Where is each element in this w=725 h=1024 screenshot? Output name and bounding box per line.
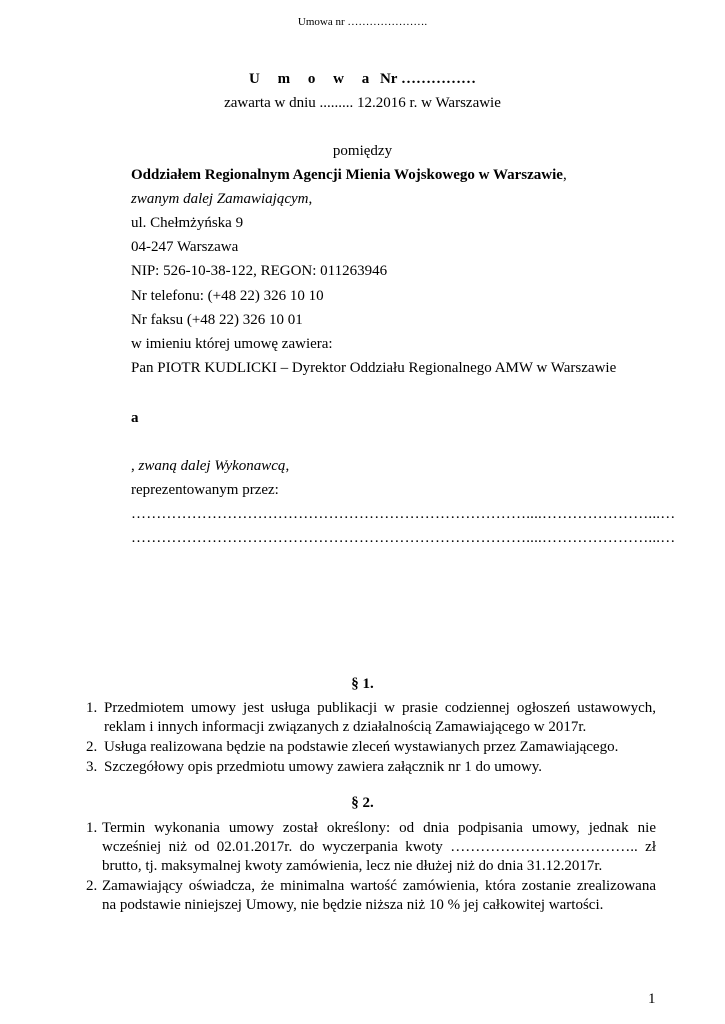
item-text: Szczegółowy opis przedmiotu umowy zawiera załącznik nr 1 do umowy. bbox=[104, 759, 543, 775]
section1-heading: § 1. bbox=[351, 676, 374, 692]
item-number: 2. bbox=[86, 739, 98, 755]
between-label: pomiędzy bbox=[332, 143, 393, 159]
title-number: Nr …………… bbox=[376, 71, 476, 87]
item-number: 1. bbox=[86, 700, 98, 716]
item-number: 3. bbox=[86, 759, 98, 775]
section1-item bbox=[86, 699, 656, 737]
item-text: Usługa realizowana będzie na podstawie zleceń wystawianych przez Zamawiającego. bbox=[104, 739, 619, 755]
party1-name-line bbox=[131, 167, 567, 184]
page-header: Umowa nr …………………. bbox=[297, 16, 428, 28]
section2-item bbox=[86, 877, 656, 915]
section2-heading: § 2. bbox=[351, 795, 374, 811]
section2-item bbox=[86, 819, 656, 876]
section1-item bbox=[86, 738, 656, 757]
party1-alias-suffix: , bbox=[308, 191, 313, 207]
party2-rep-line-2: ……………………………………………………………………....…………………...… bbox=[131, 530, 676, 546]
party1-name-suffix: , bbox=[562, 167, 567, 183]
document-subtitle: zawarta w dniu ......... 12.2016 r. w Warszawie bbox=[224, 95, 501, 111]
party1-address: ul. Chełmżyńska 9 bbox=[131, 215, 244, 231]
item-number: 1. bbox=[86, 820, 98, 836]
item-number: 2. bbox=[86, 878, 98, 894]
party1-name: Oddziałem Regionalnym Agencji Mienia Wojskowego w Warszawie bbox=[131, 167, 563, 183]
party1-rep-intro: w imieniu której umowę zawiera: bbox=[131, 336, 333, 352]
and-label: a bbox=[131, 410, 139, 426]
item-text: Zamawiający oświadcza, że minimalna wartość zamówienia, która zostanie zrealizowana na podstawie niniejszej Umowy, nie będzie niższa niż 10 % jej całkowitej wartości. bbox=[102, 878, 656, 913]
document-title bbox=[0, 71, 725, 88]
party2-rep-line-1: ……………………………………………………………………....…………………...… bbox=[131, 506, 676, 522]
party2-rep-intro: reprezentowanym przez: bbox=[131, 482, 279, 498]
party1-ids: NIP: 526-10-38-122, REGON: 011263946 bbox=[131, 263, 388, 279]
party1-fax: Nr faksu (+48 22) 326 10 01 bbox=[131, 312, 303, 328]
party2-alias: zwaną dalej Wykonawcą bbox=[138, 458, 286, 474]
title-word: U m o w a bbox=[249, 71, 377, 87]
item-text: Przedmiotem umowy jest usługa publikacji w prasie codziennej ogłoszeń ustawowych, reklam i innych informacji związanych z działalnością Zamawiającego w 2017r. bbox=[104, 700, 656, 735]
party2-alias-suffix: , bbox=[285, 458, 290, 474]
item-text: Termin wykonania umowy został określony: od dnia podpisania umowy, jednak nie wcześniej niż od 02.01.2017r. do wyczerpania kwoty ……………………………….. zł brutto, tj. maksymalnej kwoty zamówienia, lecz nie dłużej niż do dnia 31.12.2017r. bbox=[102, 820, 656, 874]
section1-item bbox=[86, 758, 656, 777]
party1-city: 04-247 Warszawa bbox=[131, 239, 239, 255]
party1-alias-line bbox=[131, 191, 312, 208]
party2-alias-line bbox=[131, 458, 289, 475]
page-number: 1 bbox=[648, 991, 656, 1007]
party1-rep: Pan PIOTR KUDLICKI – Dyrektor Oddziału Regionalnego AMW w Warszawie bbox=[131, 360, 617, 376]
party1-alias: zwanym dalej Zamawiającym bbox=[131, 191, 309, 207]
party1-phone: Nr telefonu: (+48 22) 326 10 10 bbox=[131, 288, 324, 304]
party2-alias-prefix: , bbox=[131, 458, 139, 474]
